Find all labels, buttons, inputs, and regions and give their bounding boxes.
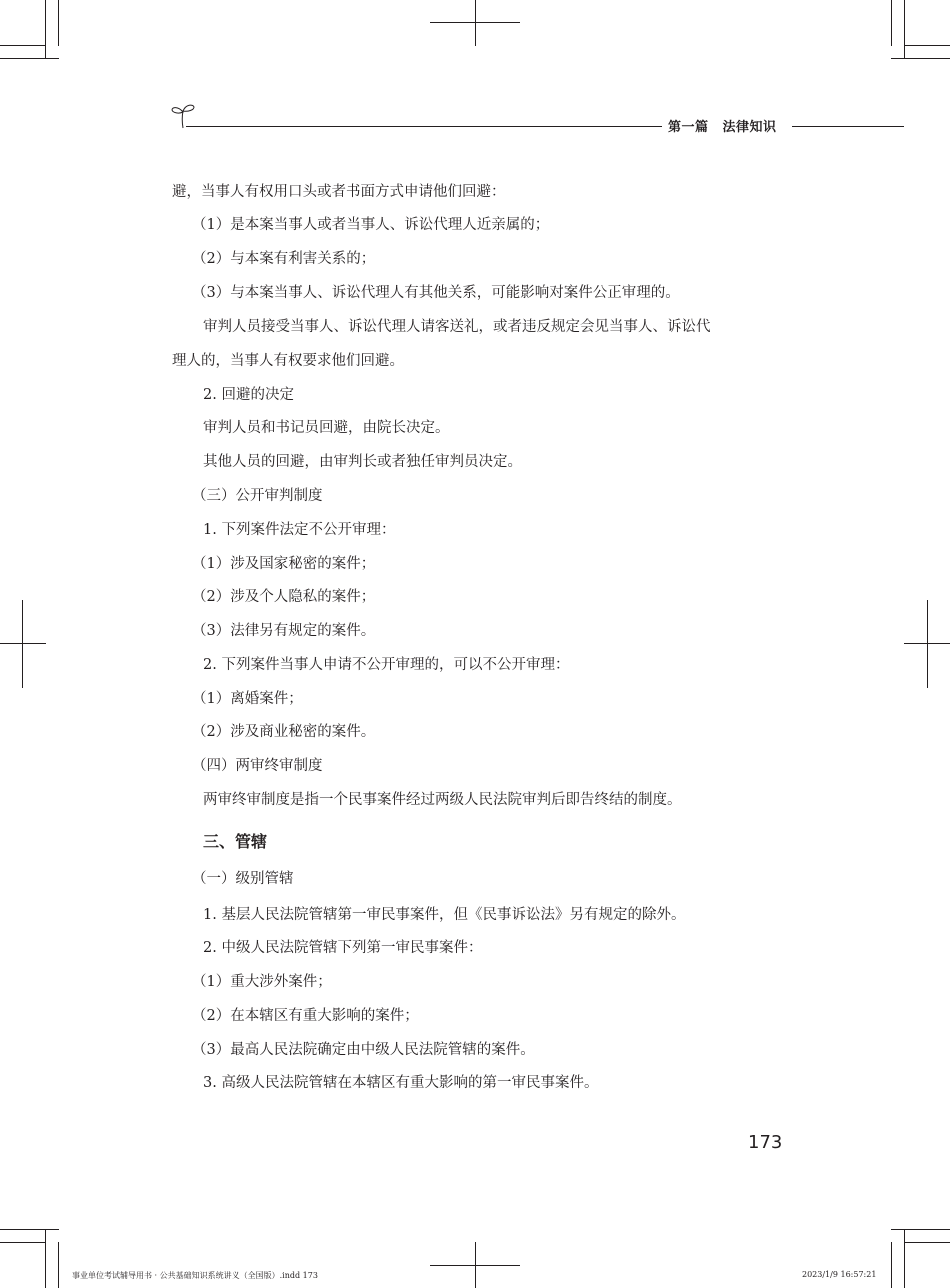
registration-mark	[430, 22, 520, 23]
text-line: 1. 下列案件法定不公开审理：	[203, 522, 396, 538]
crop-mark	[0, 1242, 46, 1243]
running-header	[668, 116, 777, 135]
text-line: （1）重大涉外案件；	[192, 974, 332, 990]
text-line: 两审终审制度是指一个民事案件经过两级人民法院审判后即告终结的制度。	[203, 792, 682, 808]
print-slug-file: 事业单位考试辅导用书 · 公共基础知识系统讲义（全国版）.indd 173	[72, 1271, 318, 1280]
subsection-heading: （三）公开审判制度	[192, 488, 323, 504]
text-line: 理人的，当事人有权要求他们回避。	[172, 353, 404, 369]
crop-mark	[0, 58, 59, 59]
text-line: （2）与本案有利害关系的；	[192, 251, 376, 267]
header-rule	[792, 126, 904, 127]
crop-mark	[45, 1229, 46, 1288]
crop-mark	[891, 1242, 892, 1288]
text-line: 审判人员和书记员回避，由院长决定。	[203, 420, 450, 436]
registration-mark	[430, 1265, 520, 1266]
registration-mark	[904, 643, 950, 644]
text-line: 1. 基层人民法院管辖第一审民事案件，但《民事诉讼法》另有规定的除外。	[203, 907, 686, 923]
registration-mark	[927, 600, 928, 688]
section-heading: 三、管辖	[203, 832, 268, 851]
text-line: （1）是本案当事人或者当事人、诉讼代理人近亲属的；	[192, 217, 550, 233]
crop-mark	[904, 45, 950, 46]
subsection-heading: （一）级别管辖	[192, 871, 294, 887]
header-part: 第一篇	[668, 120, 709, 135]
crop-mark	[45, 0, 46, 59]
header-rule	[186, 126, 662, 127]
registration-mark	[0, 643, 46, 644]
text-line: （3）最高人民法院确定由中级人民法院管辖的案件。	[192, 1042, 535, 1058]
text-line: （2）涉及个人隐私的案件；	[192, 589, 376, 605]
text-line: 其他人员的回避，由审判长或者独任审判员决定。	[203, 454, 522, 470]
text-line: （1）涉及国家秘密的案件；	[192, 556, 376, 572]
crop-mark	[904, 0, 905, 59]
text-line: 2. 中级人民法院管辖下列第一审民事案件：	[203, 940, 483, 956]
text-line: 3. 高级人民法院管辖在本辖区有重大影响的第一审民事案件。	[203, 1075, 599, 1091]
subsection-heading: （四）两审终审制度	[192, 758, 323, 774]
crop-mark	[891, 58, 950, 59]
text-line: 避，当事人有权用口头或者书面方式申请他们回避：	[172, 184, 506, 200]
text-line: （3）法律另有规定的案件。	[192, 623, 376, 639]
text-line: 2. 下列案件当事人申请不公开审理的，可以不公开审理：	[203, 657, 570, 673]
print-slug-timestamp: 2023/1/9 16:57:21	[802, 1270, 877, 1279]
crop-mark	[0, 1229, 59, 1230]
crop-mark	[0, 45, 46, 46]
crop-mark	[904, 1229, 905, 1288]
registration-mark	[22, 600, 23, 688]
registration-mark	[475, 0, 476, 46]
text-line: （1）离婚案件；	[192, 691, 303, 707]
crop-mark	[58, 1242, 59, 1288]
crop-mark	[904, 1242, 950, 1243]
text-line: 2. 回避的决定	[203, 387, 294, 403]
text-line: 审判人员接受当事人、诉讼代理人请客送礼，或者违反规定会见当事人、诉讼代	[203, 319, 711, 335]
header-title: 法律知识	[722, 120, 777, 135]
text-line: （2）涉及商业秘密的案件。	[192, 724, 376, 740]
page-number: 173	[748, 1132, 783, 1153]
text-line: （3）与本案当事人、诉讼代理人有其他关系，可能影响对案件公正审理的。	[192, 285, 680, 301]
crop-mark	[891, 1229, 950, 1230]
crop-mark	[891, 0, 892, 46]
text-line: （2）在本辖区有重大影响的案件；	[192, 1008, 419, 1024]
crop-mark	[58, 0, 59, 46]
